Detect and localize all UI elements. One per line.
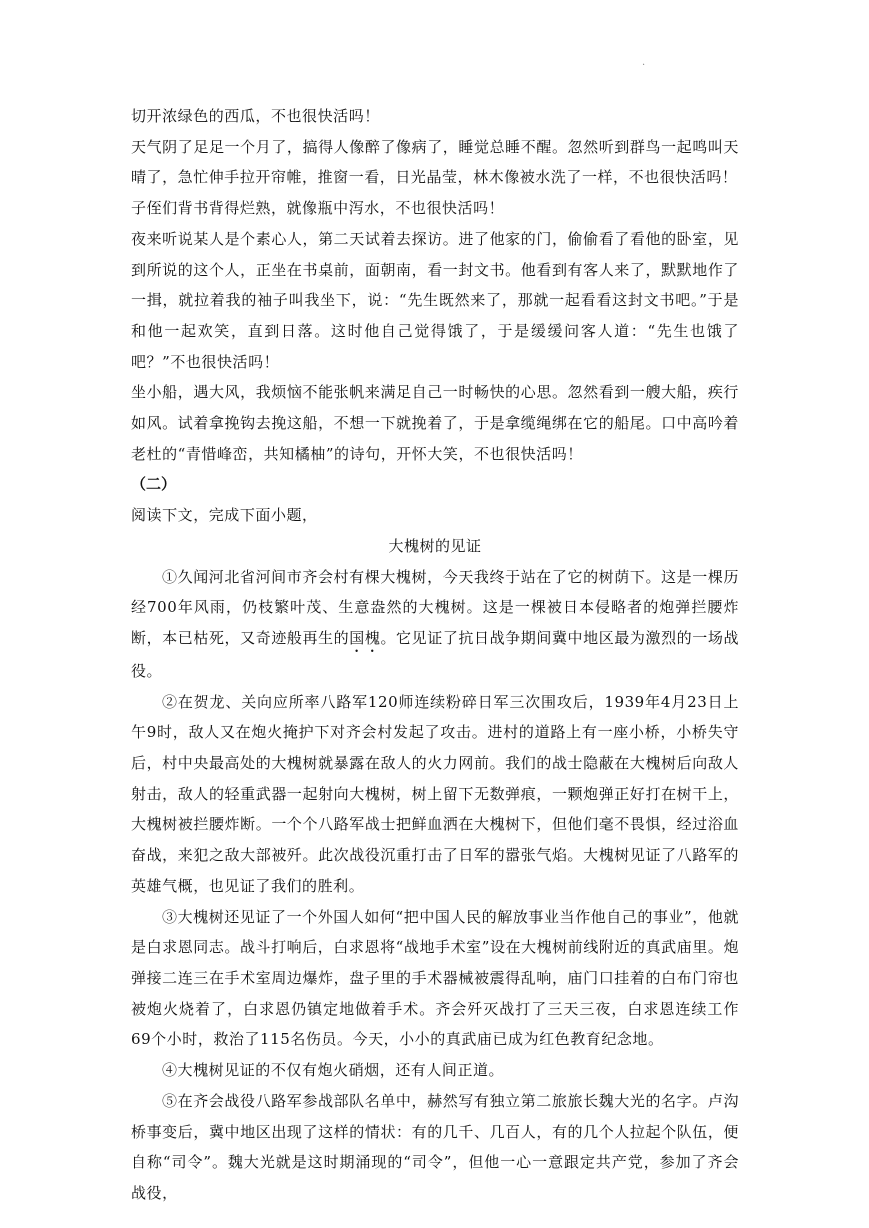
paragraph: 子侄们背书背得烂熟，就像瓶中泻水，不也很快活吗！ xyxy=(131,199,505,218)
instruction-text: 阅读下文，完成下面小题， xyxy=(131,506,318,525)
text-segment: ①久闻河北省河间市齐会村有棵大槐树，今天我终于站在了它的树荫下。这是一棵历经700年风雨，仍枝繁叶茂、生意盎然的大槐树。这是一棵被日本侵略者的炮弹拦腰炸断，本已枯死，又奇迹般再生的 xyxy=(131,567,739,647)
article-paragraph-4: ④大槐树见证的不仅有炮火硝烟，还有人间正道。 xyxy=(162,1061,505,1080)
article-paragraph-3: ③大槐树还见证了一个外国人如何“把中国人民的解放事业当作他自己的事业”，他就是白求恩同志。战斗打响后，白求恩将“战地手术室”设在大槐树前线附近的真武庙里。炮弹接二连三在手术室周边爆炸，盘子里的手术器械被震得乱响，庙门口挂着的白布门帘也被炮火烧着了，白求恩仍镇定地做着手术。齐会歼灭战打了三天三夜，白求恩连续工作69个小时，救治了115名伤员。今天，小小的真武庙已成为红色教育纪念地。 xyxy=(131,907,739,1049)
article-paragraph-1 xyxy=(131,562,739,687)
paragraph: 切开浓绿色的西瓜，不也很快活吗！ xyxy=(131,107,380,125)
text-segment: 。它见证了抗日战争期间冀中地区最为激烈的一场战役。 xyxy=(131,628,739,680)
paragraph: 夜来听说某人是个素心人，第二天试着去探访。进了他家的门，偷偷看了看他的卧室，见到所说的这个人，正坐在书桌前，面朝南，看一封文书。他看到有客人来了，默默地作了一揖，就拉着我的袖子叫我坐下，说：“先生既然来了，那就一起看看这封文书吧。”于是和他一起欢笑，直到日落。这时他自己觉得饿了，于是缓缓问客人道：“先生也饿了吧？”不也很快活吗！ xyxy=(131,229,739,371)
section-label: （二） xyxy=(131,475,177,494)
article-paragraph-5: ⑤在齐会战役八路军参战部队名单中，赫然写有独立第二旅旅长魏大光的名字。卢沟桥事变后，冀中地区出现了这样的情状：有的几千、几百人，有的几个人拉起个队伍，便自称“司令”。魏大光就是这时期涌现的“司令”，但他一心一意跟定共产党，参加了齐会战役， xyxy=(131,1091,739,1202)
paragraph: 坐小船，遇大风，我烦恼不能张帆来满足自己一时畅快的心思。忽然看到一艘大船，疾行如风。试着拿挽钩去挽这船，不想一下就挽着了，于是拿缆绳绑在它的船尾。口中高吟着老杜的“青惜峰峦，共知橘柚”的诗句，开怀大笑，不也很快活吗！ xyxy=(131,383,739,463)
header-dot: . xyxy=(642,57,646,68)
document-body xyxy=(131,101,739,1209)
emphasized-word: 国槐 xyxy=(349,628,381,647)
article-title: 大槐树的见证 xyxy=(388,536,482,555)
paragraph: 天气阴了足足一个月了，搞得人像醉了像病了，睡觉总睡不醒。忽然听到群鸟一起鸣叫天晴了，急忙伸手拉开帘帷，推窗一看，日光晶莹，林木像被水洗了一样，不也很快活吗！ xyxy=(131,137,739,187)
article-paragraph-2: ②在贺龙、关向应所率八路军120师连续粉碎日军三次围攻后，1939年4月23日上午9时，敌人又在炮火掩护下对齐会村发起了攻击。进村的道路上有一座小桥，小桥失守后，村中央最高处的大槐树就暴露在敌人的火力网前。我们的战士隐蔽在大槐树后向敌人射击，敌人的轻重武器一起射向大槐树，树上留下无数弹痕，一颗炮弹正好打在树干上，大槐树被拦腰炸断。一个个八路军战士把鲜血洒在大槐树下，但他们毫不畏惧，经过浴血奋战，来犯之敌大部被歼。此次战役沉重打击了日军的嚣张气焰。大槐树见证了八路军的英雄气概，也见证了我们的胜利。 xyxy=(131,692,739,895)
